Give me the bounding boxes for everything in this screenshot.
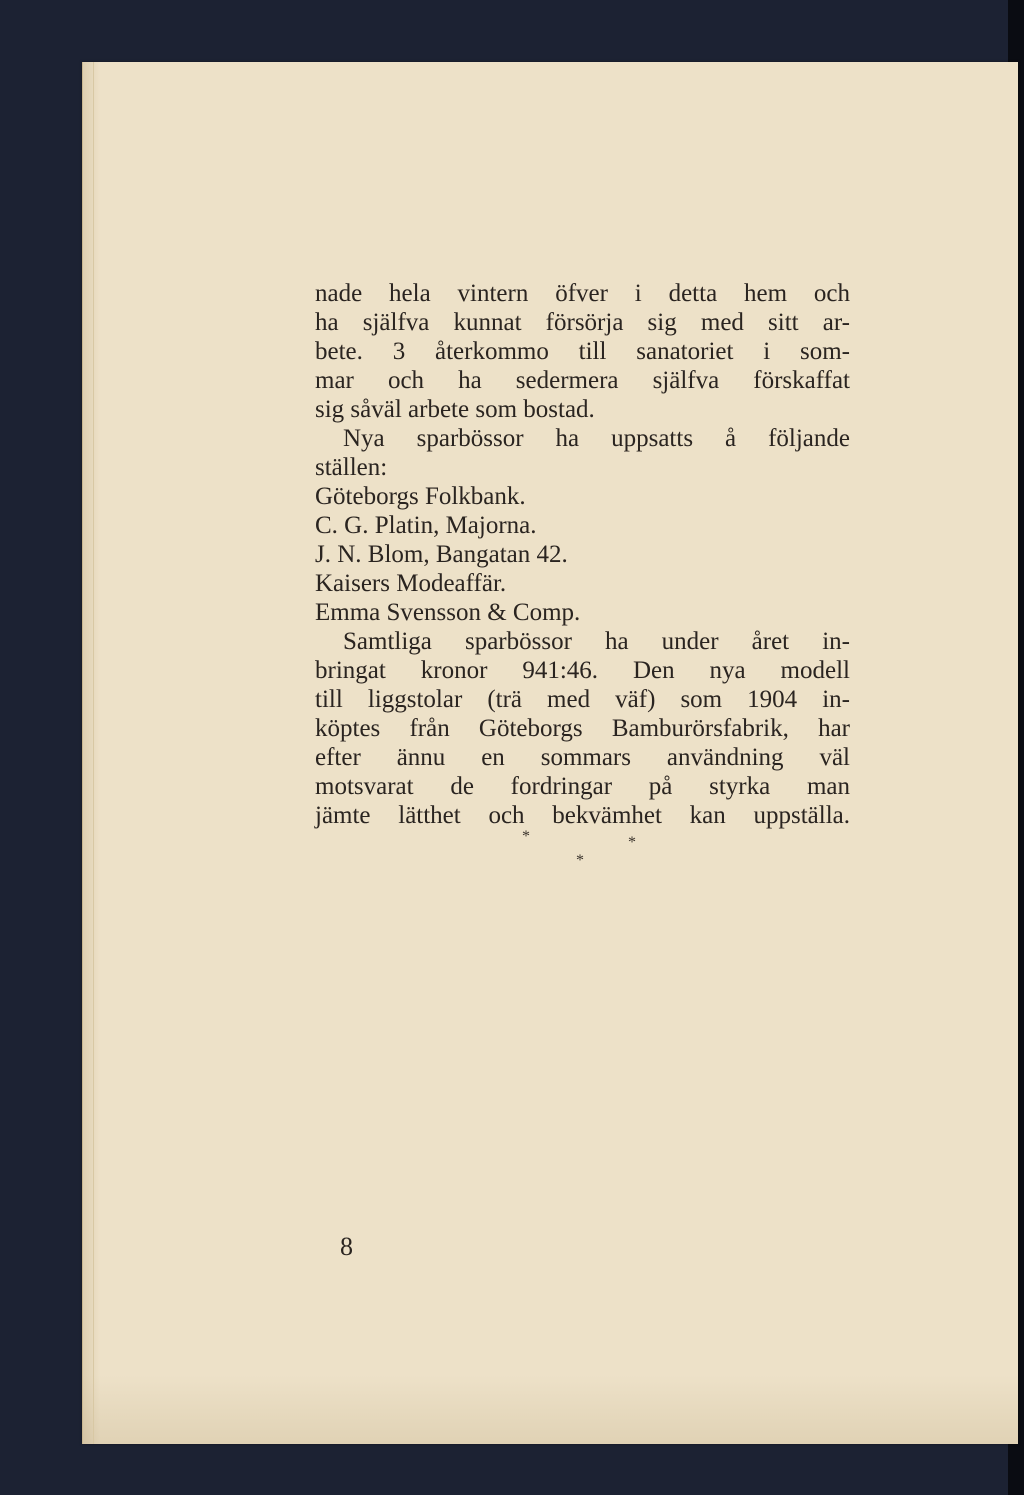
text-line: bringat kronor 941:46. Den nya modell <box>315 657 850 684</box>
separator-star: * <box>628 834 636 851</box>
text-line: köptes från Göteborgs Bamburörsfabrik, har <box>315 715 850 742</box>
text-line: mar och ha sedermera själfva förskaffat <box>315 367 850 394</box>
text-line: jämte lätthet och bekvämhet kan uppställa. <box>315 802 850 829</box>
separator-star: * <box>522 828 530 845</box>
text-line: till liggstolar (trä med väf) som 1904 in- <box>315 686 850 713</box>
text-line: Göteborgs Folkbank. <box>315 483 526 510</box>
text-line: ha själfva kunnat försörja sig med sitt ar- <box>315 309 850 336</box>
text-line: Kaisers Modeaffär. <box>315 570 507 597</box>
text-line: motsvarat de fordringar på styrka man <box>315 773 850 800</box>
text-line: Emma Svensson & Comp. <box>315 599 581 626</box>
text-line: J. N. Blom, Bangatan 42. <box>315 541 568 568</box>
section-separator <box>516 828 646 878</box>
page-number: 8 <box>340 1232 353 1261</box>
text-line: efter ännu en sommars användning väl <box>315 744 850 771</box>
body-text <box>315 279 850 830</box>
separator-star: * <box>576 852 584 869</box>
text-line: Nya sparbössor ha uppsatts å följande <box>343 425 850 452</box>
text-line: Samtliga sparbössor ha under året in- <box>343 628 850 655</box>
text-line: sig såväl arbete som bostad. <box>315 396 595 423</box>
text-line: ställen: <box>315 454 388 481</box>
text-line: C. G. Platin, Majorna. <box>315 512 537 539</box>
text-line: bete. 3 återkommo till sanatoriet i som- <box>315 338 850 365</box>
page-binding-edge <box>82 62 94 1444</box>
text-line: nade hela vintern öfver i detta hem och <box>315 280 850 307</box>
